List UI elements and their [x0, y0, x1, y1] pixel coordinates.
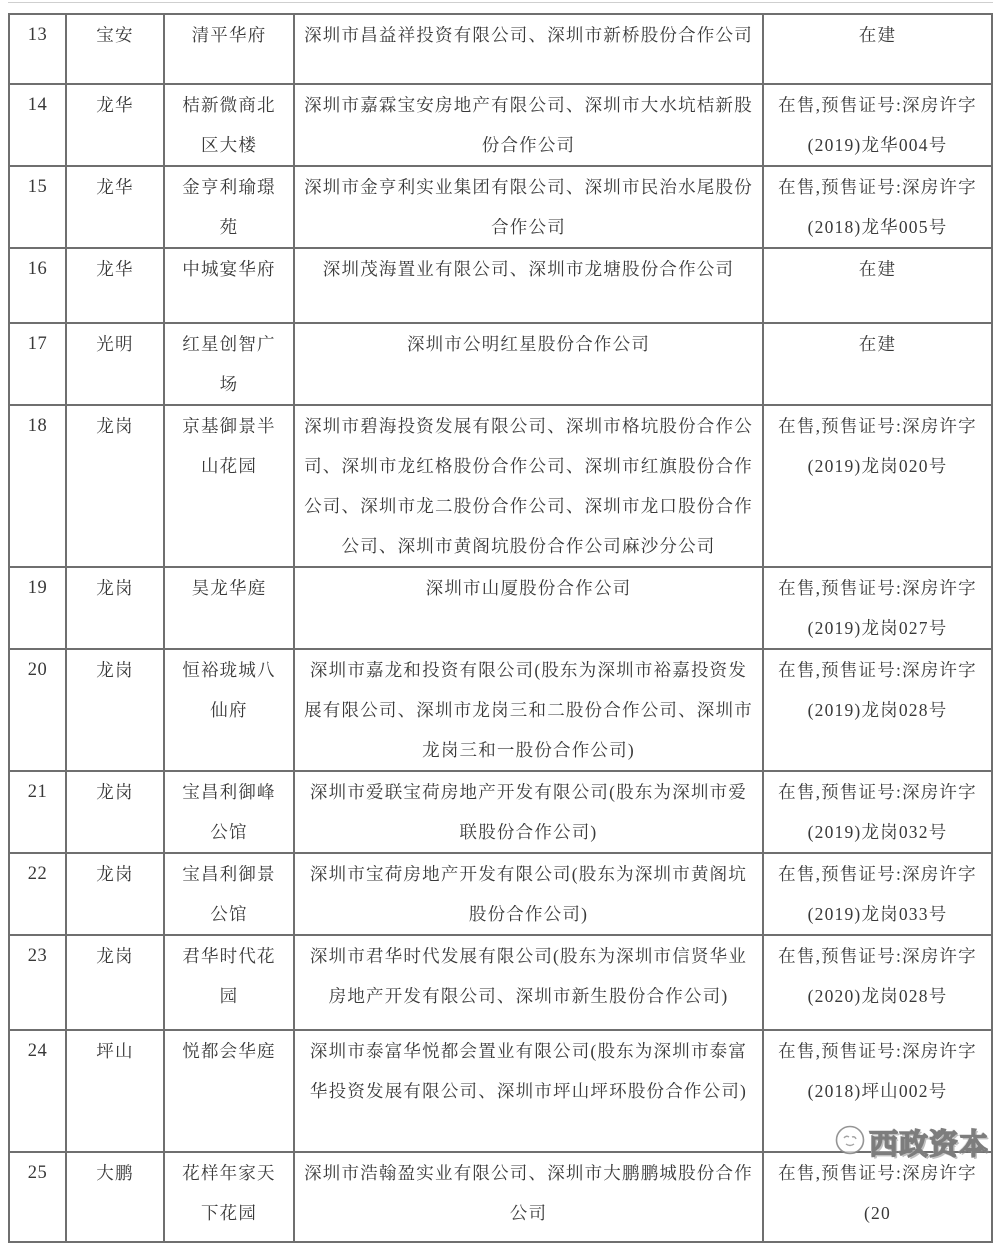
cell-no: 20 — [10, 650, 67, 770]
cell-status: 在售,预售证号:深房许字(20 — [778, 1163, 977, 1223]
table-row — [10, 406, 991, 568]
cell-project: 昊龙华庭 — [165, 568, 295, 648]
cell-companies: 深圳市嘉霖宝安房地产有限公司、深圳市大水坑桔新股份合作公司 — [295, 85, 764, 165]
cell-project: 宝昌利御峰公馆 — [165, 772, 295, 852]
table-row — [10, 1031, 991, 1153]
cell-status: 在建 — [858, 25, 897, 45]
cell-no: 13 — [10, 15, 67, 83]
cell-status: 在售,预售证号:深房许字(2019)龙岗020号 — [778, 416, 977, 476]
cell-companies: 深圳市宝荷房地产开发有限公司(股东为深圳市黄阁坑股份合作公司) — [295, 854, 764, 934]
cell-project: 京基御景半山花园 — [165, 406, 295, 566]
table-row — [10, 85, 991, 167]
cell-no: 18 — [10, 406, 67, 566]
table-row — [10, 15, 991, 85]
cell-project: 金亨利瑜璟苑 — [165, 167, 295, 247]
cell-status: 在售,预售证号:深房许字(2019)龙岗033号 — [778, 864, 977, 924]
cell-status: 在售,预售证号:深房许字(2018)坪山002号 — [778, 1041, 977, 1101]
cell-status: 在售,预售证号:深房许字(2020)龙岗028号 — [778, 946, 977, 1006]
cell-district: 龙岗 — [67, 568, 165, 648]
cell-project: 宝昌利御景公馆 — [165, 854, 295, 934]
cell-district: 龙华 — [67, 167, 165, 247]
cell-companies: 深圳市浩翰盈实业有限公司、深圳市大鹏鹏城股份合作公司 — [295, 1153, 764, 1241]
cell-companies: 深圳市爱联宝荷房地产开发有限公司(股东为深圳市爱联股份合作公司) — [295, 772, 764, 852]
cell-district: 龙岗 — [67, 406, 165, 566]
cell-district: 龙华 — [67, 249, 165, 322]
cell-district: 坪山 — [67, 1031, 165, 1151]
cell-no: 16 — [10, 249, 67, 322]
cell-status: 在建 — [858, 334, 897, 354]
cell-district: 龙岗 — [67, 936, 165, 1029]
cell-district: 龙华 — [67, 85, 165, 165]
table-row — [10, 568, 991, 650]
cell-project: 花样年家天下花园 — [165, 1153, 295, 1241]
cell-project: 红星创智广场 — [165, 324, 295, 404]
cell-no: 14 — [10, 85, 67, 165]
table-row — [10, 854, 991, 936]
cell-no: 19 — [10, 568, 67, 648]
cell-no: 22 — [10, 854, 67, 934]
cell-project: 悦都会华庭 — [165, 1031, 295, 1151]
cell-companies: 深圳市金亨利实业集团有限公司、深圳市民治水尾股份合作公司 — [295, 167, 764, 247]
cell-project: 桔新微商北区大楼 — [165, 85, 295, 165]
cell-project: 中城宴华府 — [165, 249, 295, 322]
cell-companies: 深圳市嘉龙和投资有限公司(股东为深圳市裕嘉投资发展有限公司、深圳市龙岗三和二股份合作公司、深圳市龙岗三和一股份合作公司) — [295, 650, 764, 770]
table-row — [10, 650, 991, 772]
cell-companies: 深圳茂海置业有限公司、深圳市龙塘股份合作公司 — [295, 249, 764, 322]
table-row — [10, 936, 991, 1031]
cell-district: 龙岗 — [67, 854, 165, 934]
cell-district: 光明 — [67, 324, 165, 404]
cell-no: 17 — [10, 324, 67, 404]
cell-no: 23 — [10, 936, 67, 1029]
cell-status: 在售,预售证号:深房许字(2019)龙岗032号 — [778, 782, 977, 842]
table-row — [10, 1153, 991, 1241]
cell-companies: 深圳市泰富华悦都会置业有限公司(股东为深圳市泰富华投资发展有限公司、深圳市坪山坪环股份合作公司) — [295, 1031, 764, 1151]
cell-companies: 深圳市碧海投资发展有限公司、深圳市格坑股份合作公司、深圳市龙红格股份合作公司、深圳市红旗股份合作公司、深圳市龙二股份合作公司、深圳市龙口股份合作公司、深圳市黄阁坑股份合作公司麻沙分公司 — [295, 406, 764, 566]
watermark-text: 西政资本 — [869, 1128, 990, 1161]
cell-district: 宝安 — [67, 15, 165, 83]
cell-status: 在售,预售证号:深房许字(2019)龙岗028号 — [778, 660, 977, 720]
table-row — [10, 249, 991, 324]
cell-companies: 深圳市公明红星股份合作公司 — [295, 324, 764, 404]
projects-table-body — [10, 15, 991, 1241]
cell-no: 21 — [10, 772, 67, 852]
cropped-previous-row-line — [8, 2, 993, 3]
cell-district: 大鹏 — [67, 1153, 165, 1241]
cell-status: 在售,预售证号:深房许字(2019)龙华004号 — [778, 95, 977, 155]
table-row — [10, 167, 991, 249]
table-row — [10, 324, 991, 406]
cell-project: 君华时代花园 — [165, 936, 295, 1029]
cell-district: 龙岗 — [67, 772, 165, 852]
cell-no: 25 — [10, 1153, 67, 1241]
cell-status: 在建 — [858, 259, 897, 279]
cell-companies: 深圳市昌益祥投资有限公司、深圳市新桥股份合作公司 — [295, 15, 764, 83]
cell-status: 在售,预售证号:深房许字(2018)龙华005号 — [778, 177, 977, 237]
cell-no: 15 — [10, 167, 67, 247]
cell-no: 24 — [10, 1031, 67, 1151]
cell-project: 恒裕珑城八仙府 — [165, 650, 295, 770]
cell-companies: 深圳市君华时代发展有限公司(股东为深圳市信贤华业房地产开发有限公司、深圳市新生股份合作公司) — [295, 936, 764, 1029]
cell-district: 龙岗 — [67, 650, 165, 770]
cell-project: 清平华府 — [165, 15, 295, 83]
cell-status: 在售,预售证号:深房许字(2019)龙岗027号 — [778, 578, 977, 638]
cell-companies: 深圳市山厦股份合作公司 — [295, 568, 764, 648]
table-row — [10, 772, 991, 854]
projects-table — [8, 13, 993, 1243]
